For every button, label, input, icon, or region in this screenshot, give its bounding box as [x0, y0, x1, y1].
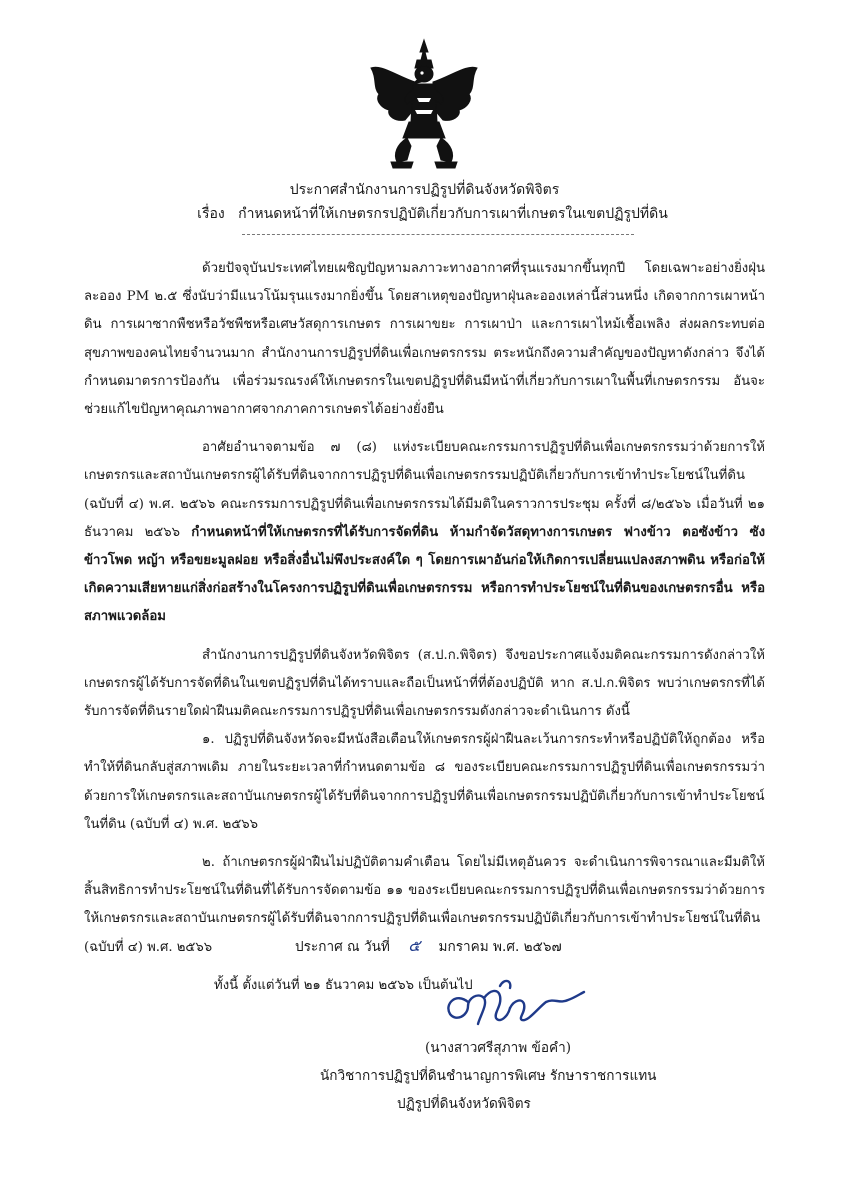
signature-mark [438, 972, 588, 1032]
document-body [84, 255, 765, 1000]
paragraph-notice: สำนักงานการปฏิรูปที่ดินจังหวัดพิจิตร (ส.ป.ก.พิจิตร) จึงขอประกาศแจ้งมติคณะกรรมการดังกล่าวให้เกษตรกรผู้ได้รับการจัดที่ดินในเขตปฏิรูปที่ดินได้ทราบและถือเป็นหน้าที่ที่ต้องปฏิบัติ หาก ส.ป.ก.พิจิตร พบว่าเกษตรกรที่ได้รับการจัดที่ดินรายใดฝ่าฝืนมติคณะกรรมการปฏิรูปที่ดินเพื่อเกษตรกรรมดังกล่าวจะดำเนินการ ดังนี้ [84, 647, 765, 720]
subject-label: เรื่อง [197, 206, 225, 222]
announce-date-line [295, 934, 562, 959]
measure-item-2: ๒. ถ้าเกษตรกรผู้ฝ่าฝืนไม่ปฏิบัติตามคำเตือน โดยไม่มีเหตุอันควร จะดำเนินการพิจารณาและมีมติให้สิ้นสิทธิการทำประโยชน์ในที่ดินที่ได้รับการจัดตามข้อ ๑๑ ของระเบียบคณะกรรมการปฏิรูปที่ดินเพื่อเกษตรกรรมว่าด้วยการให้เกษตรกรและสถาบันเกษตรกรผู้ได้รับที่ดินจากการปฏิรูปที่ดินเพื่อเกษตรกรรมปฏิบัติเกี่ยวกับการเข้าทำประโยชน์ในที่ดิน (ฉบับที่ ๔) พ.ศ. ๒๕๖๖ [84, 855, 765, 955]
signatory-position: ปฏิรูปที่ดินจังหวัดพิจิตร [397, 1096, 531, 1112]
paragraph-background: ด้วยปัจจุบันประเทศไทยเผชิญปัญหามลภาวะทางอากาศที่รุนแรงมากขึ้นทุกปี โดยเฉพาะอย่างยิ่งฝุ่นละออง PM ๒.๕ ซึ่งนับว่ามีแนวโน้มรุนแรงมากยิ่งขึ้น โดยสาเหตุของปัญหาฝุ่นละอองเหล่านี้ส่วนหนึ่ง เกิดจากการเผาหน้าดิน การเผาซากพืชหรือวัชพืชหรือเศษวัสดุการเกษตร การเผาขยะ การเผาป่า และการเผาไหม้เชื้อเพลิง ส่งผลกระทบต่อสุขภาพของคนไทยจำนวนมาก สำนักงานการปฏิรูปที่ดินเพื่อเกษตรกรรม ตระหนักถึงความสำคัญของปัญหาดังกล่าว จึงได้กำหนดมาตรการป้องกัน เพื่อร่วมรณรงค์ให้เกษตรกรในเขตปฏิรูปที่ดินมีหน้าที่เกี่ยวกับการเผาในพื้นที่เกษตรกรรม อันจะช่วยแก้ไขปัญหาคุณภาพอากาศจากภาคการเกษตรได้อย่างยั่งยืน [84, 261, 765, 418]
measure-item-1: ๑. ปฏิรูปที่ดินจังหวัดจะมีหนังสือเตือนให้เกษตรกรผู้ฝ่าฝืนละเว้นการกระทำหรือปฏิบัติให้ถูกต้อง หรือทำให้ที่ดินกลับสู่สภาพเดิม ภายในระยะเวลาที่กำหนดตามข้อ ๘ ของระเบียบคณะกรรมการปฏิรูปที่ดินเพื่อเกษตรกรรมว่าด้วยการให้เกษตรกรและสถาบันเกษตรกรผู้ได้รับที่ดินจากการปฏิรูปที่ดินเพื่อเกษตรกรรมปฏิบัติเกี่ยวกับการเข้าทำประโยชน์ในที่ดิน (ฉบับที่ ๔) พ.ศ. ๒๕๖๖ [84, 732, 765, 832]
subject-text: กำหนดหน้าที่ให้เกษตรกรปฏิบัติเกี่ยวกับการเผาที่เกษตรในเขตปฏิรูปที่ดิน [238, 206, 668, 222]
signatory-name: (นางสาวศรีสุภาพ ข้อคำ) [425, 1040, 572, 1056]
announce-day-handwritten: ๕ [408, 936, 421, 955]
announce-prefix: ประกาศ ณ วันที่ [295, 939, 390, 955]
header-divider [242, 234, 634, 235]
office-title: ประกาศสำนักงานการปฏิรูปที่ดินจังหวัดพิจิตร [289, 182, 560, 198]
document-header [0, 178, 849, 226]
resolution-text: อาศัยอำนาจตามข้อ ๗ (๘) แห่งระเบียบคณะกรรมการปฏิรูปที่ดินเพื่อเกษตรกรรมว่าด้วยการให้เกษตรกรและสถาบันเกษตรกรผู้ได้รับที่ดินจากการปฏิรูปที่ดินเพื่อเกษตรกรรมปฏิบัติเกี่ยวกับการเข้าทำประโยชน์ในที่ดิน (ฉบับที่ ๔) พ.ศ. ๒๕๖๖ คณะกรรมการปฏิรูปที่ดินเพื่อเกษตรกรรมได้มีมติในคราวการประชุม ครั้งที่ ๘/๒๕๖๖ เมื่อวันที่ ๒๑ ธันวาคม ๒๕๖๖ [84, 440, 765, 540]
paragraph-resolution [84, 434, 765, 631]
signatory-title: นักวิชาการปฏิรูปที่ดินชำนาญการพิเศษ รักษาราชการแทน [320, 1068, 657, 1084]
resolution-bold-text: กำหนดหน้าที่ให้เกษตรกรที่ได้รับการจัดที่ดิน ห้ามกำจัดวัสดุทางการเกษตร ฟางข้าว ตอซังข้าว ซังข้าวโพด หญ้า หรือขยะมูลฝอย หรือสิ่งอื่นไม่พึงประสงค์ใด ๆ โดยการเผาอันก่อให้เกิดการเปลี่ยนแปลงสภาพดิน หรือก่อให้เกิดความเสียหายแก่สิ่งก่อสร้างในโครงการปฏิรูปที่ดินเพื่อเกษตรกรรม หรือการทำประโยชน์ในที่ดินของเกษตรกรอื่น หรือสภาพแวดล้อม [84, 524, 766, 625]
subject-line [8, 202, 849, 226]
garuda-emblem-icon [367, 38, 481, 170]
effective-date-line: ทั้งนี้ ตั้งแต่วันที่ ๒๑ ธันวาคม ๒๕๖๖ เป็นต้นไป [214, 977, 473, 993]
announce-month-year: มกราคม พ.ศ. ๒๕๖๗ [438, 939, 562, 955]
